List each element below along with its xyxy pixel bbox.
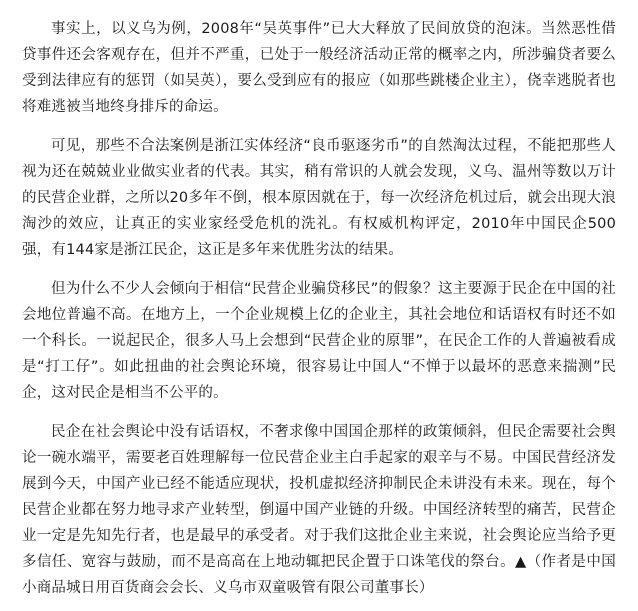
- paragraph-1: 事实上，以义乌为例，2008年“吴英事件”已大大释放了民间放贷的泡沫。当然恶性借贷事件还会客观存在，但并不严重，已处于一般经济活动正常的概率之内，所涉骗贷者要么受到法律应有的惩罚（如吴英），要么受到应有的报应（如那些跳楼企业主），侥幸逃脱者也将难逃被当地终身排斥的命运。: [22, 21, 616, 115]
- paragraph-4: 民企在社会舆论中没有话语权，不奢求像中国国企那样的政策倾斜，但民企需要社会舆论一碗水端平，需要老百姓理解每一位民营企业主白手起家的艰辛与不易。中国民营经济发展到今天，中国产业已经不能适应现状，投机虚拟经济抑制民企未讲没有未来。现在，每个民营企业都在努力地寻求产业转型，倒逼中国产业链的升级。中国经济转型的痛苦，民营企业一定是先知先行者，也是最早的承受者。对于我们这批企业主来说，社会舆论应当给予更多信任、宽容与鼓励，而不是高高在上地动辄把民企置于口诛笔伐的祭台。▲（作者是中国小商品城日用百货商会会长、义乌市双童吸管有限公司董事长）: [22, 424, 616, 596]
- paragraph-3: 但为什么不少人会倾向于相信“民营企业骗贷移民”的假象？这主要源于民企在中国的社会地位普遍不高。在地方上，一个企业规模上亿的企业主，其社会地位和话语权有时还不如一个科长。一说起民企，很多人马上会想到“民营企业的原罪”，在民企工作的人普遍被看成是“打工仔”。如此扭曲的社会舆论环境，很容易让中国人“不惮于以最坏的恶意来揣测”民企，这对民企是相当不公平的。: [22, 281, 616, 401]
- paragraph-2: 可见，那些不合法案例是浙江实体经济“良币驱逐劣币”的自然淘汰过程，不能把那些人视为还在兢兢业业做实业者的代表。其实，稍有常识的人就会发现，义乌、温州等数以万计的民营企业群，之所以20多年不倒，根本原因就在于，每一次经济危机过后，就会出现大浪淘沙的效应，让真正的实业家经受危机的洗礼。有权威机构评定，2010年中国民企500强，有144家是浙江民企，这正是多年来优胜劣汰的结果。: [22, 138, 616, 258]
